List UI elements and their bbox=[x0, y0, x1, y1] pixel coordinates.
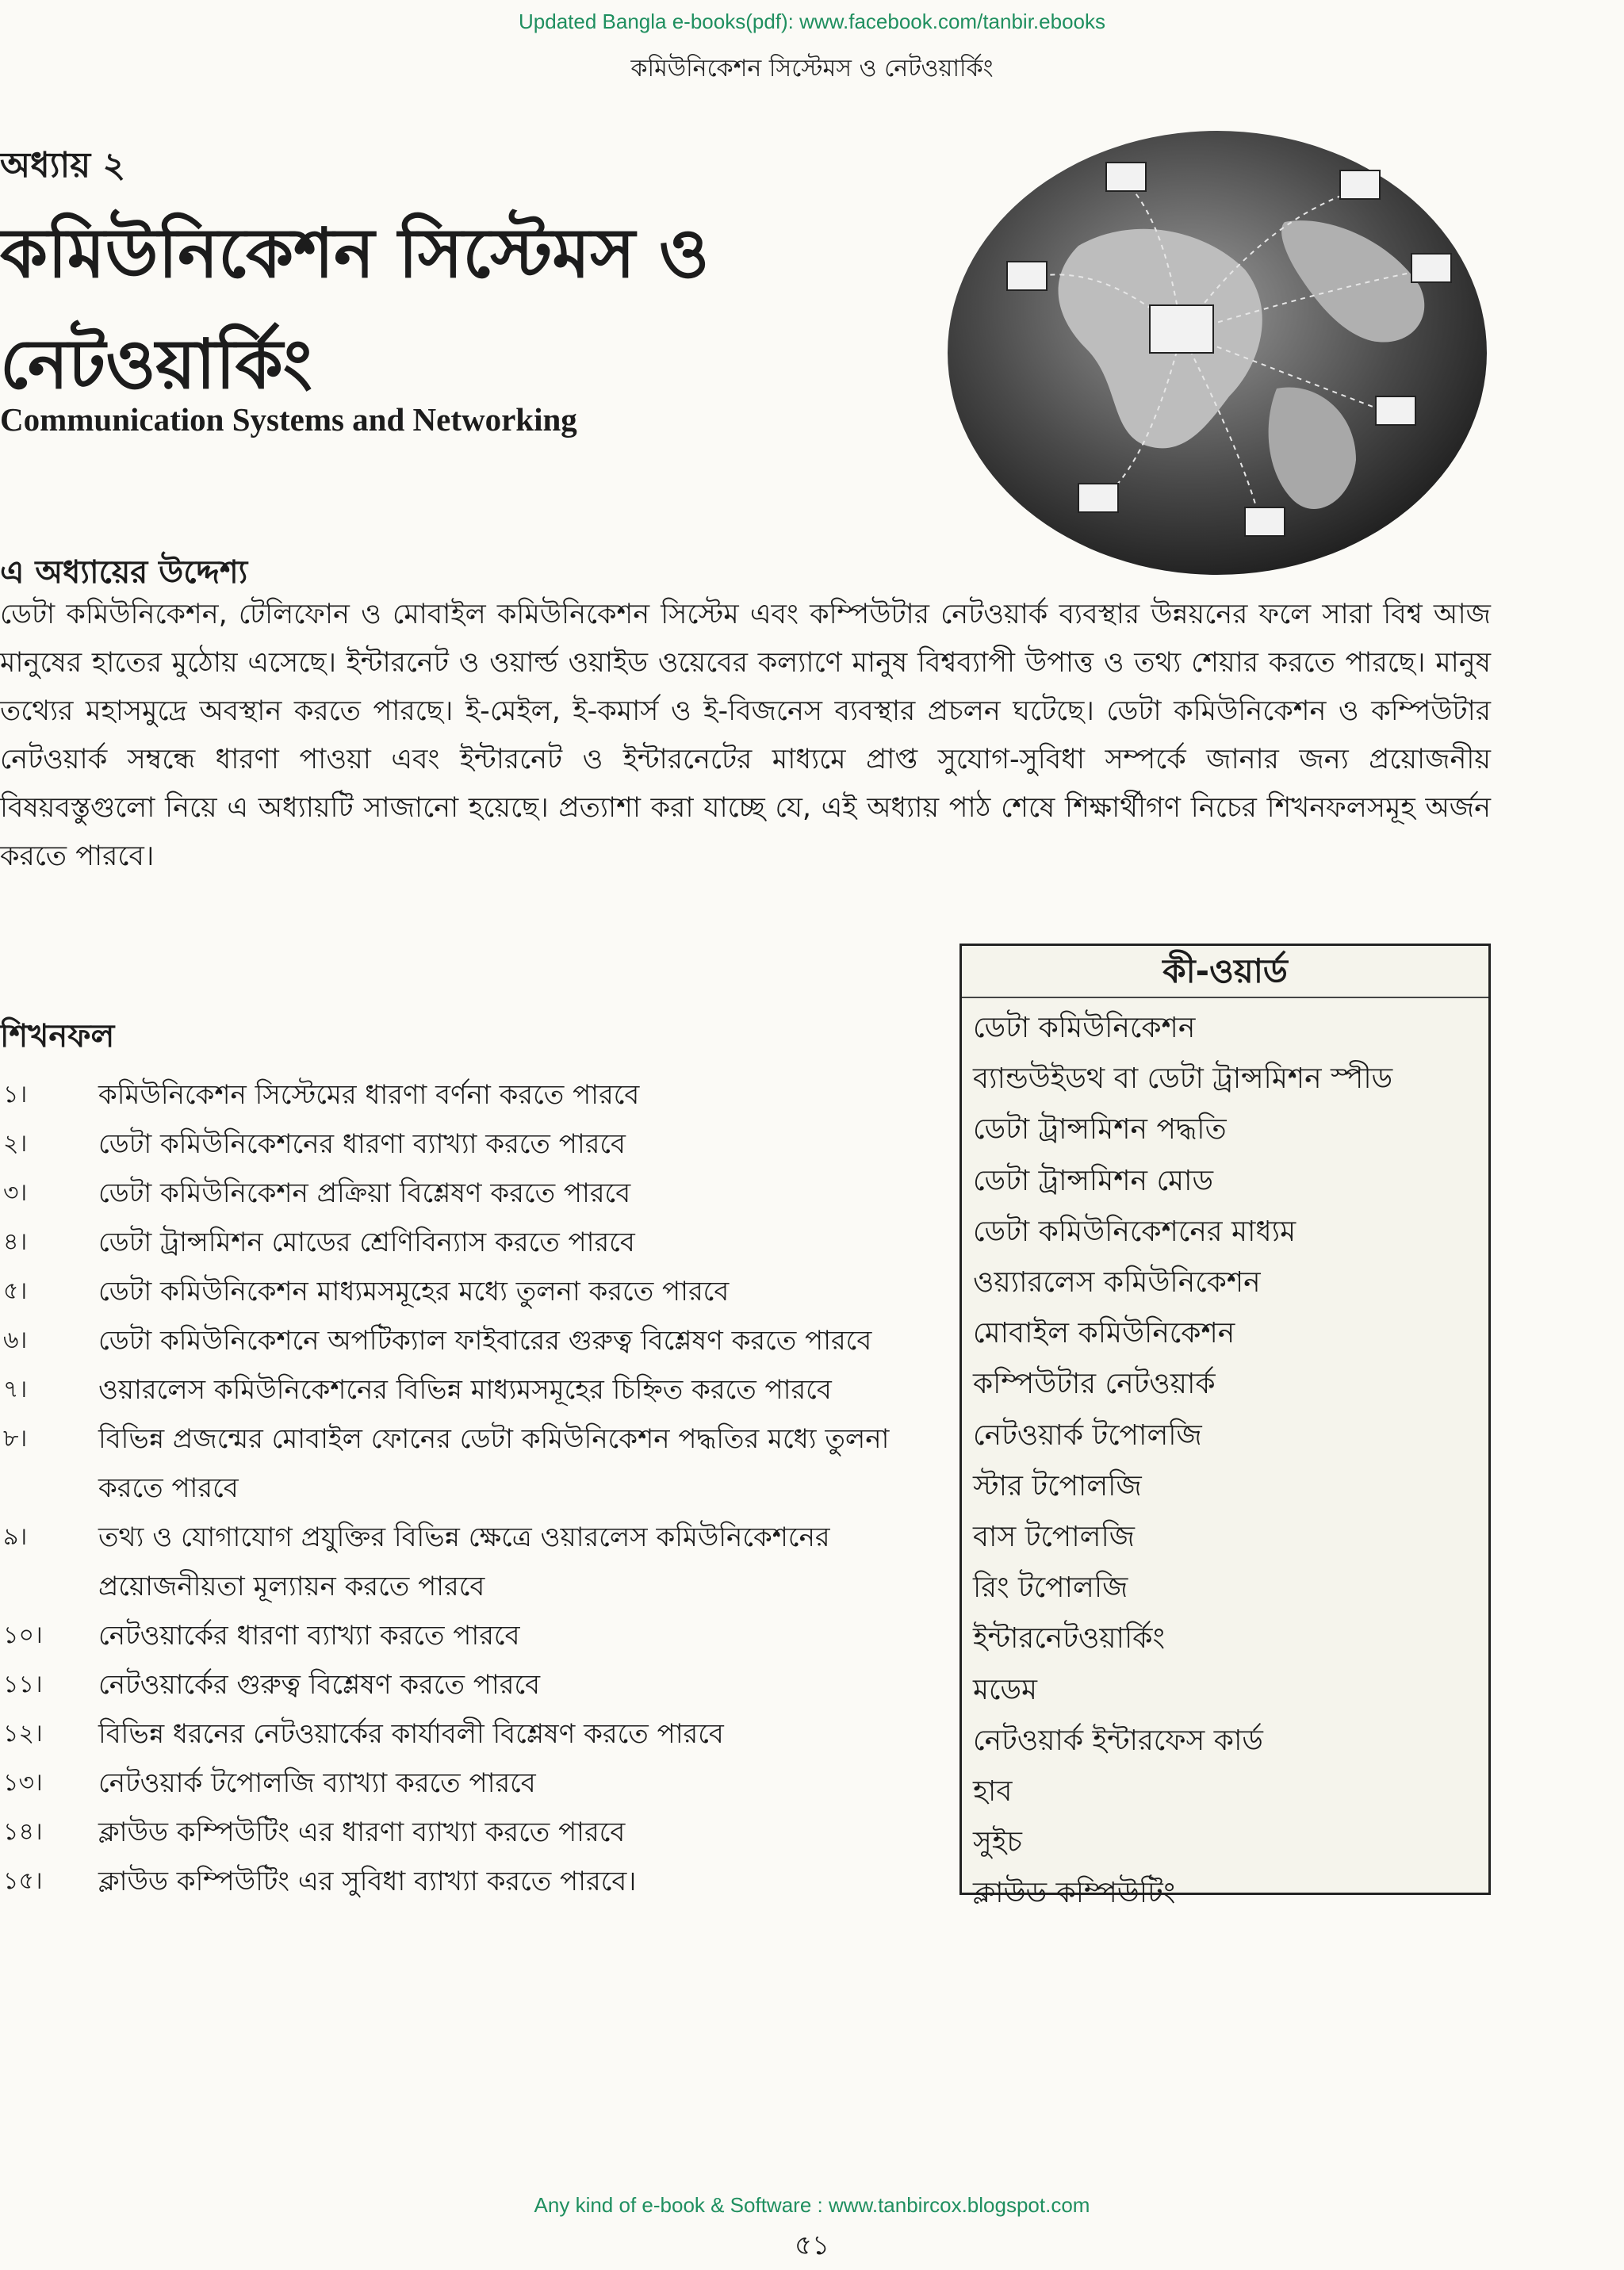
outcome-text: বিভিন্ন ধরনের নেটওয়ার্কের কার্যাবলী বিশ্লেষণ করতে পারবে bbox=[98, 1718, 724, 1750]
chapter-title: কমিউনিকেশন সিস্টেমস ও নেটওয়ার্কিং bbox=[0, 214, 710, 404]
outcome-number: ১১। bbox=[3, 1671, 43, 1698]
outcome-number: ৯। bbox=[3, 1523, 28, 1551]
outcome-text: বিভিন্ন প্রজন্মের মোবাইল ফোনের ডেটা কমিউনিকেশন পদ্ধতির মধ্যে তুলনা করতে পারবে bbox=[98, 1423, 890, 1504]
keyword-item: ডেটা ট্রান্সমিশন মোড bbox=[973, 1164, 1213, 1197]
list-item bbox=[0, 1611, 952, 1660]
list-item bbox=[0, 1759, 952, 1808]
keyword-item: হাব bbox=[973, 1775, 1013, 1809]
list-item bbox=[0, 1267, 952, 1316]
outcome-number: ১। bbox=[3, 1081, 28, 1108]
list-item bbox=[0, 1414, 952, 1513]
outcome-text: নেটওয়ার্ক টপোলজি ব্যাখ্যা করতে পারবে bbox=[98, 1767, 536, 1799]
chapter-subtitle: Communication Systems and Networking bbox=[0, 401, 577, 438]
outcome-text: ডেটা কমিউনিকেশন মাধ্যমসমূহের মধ্যে তুলনা করতে পারবে bbox=[98, 1276, 730, 1307]
keyword-item: স্টার টপোলজি bbox=[973, 1469, 1142, 1502]
outcome-text: ডেটা ট্রান্সমিশন মোডের শ্রেণিবিন্যাস করতে পারবে bbox=[98, 1227, 635, 1258]
outcome-number: ১৫। bbox=[3, 1867, 43, 1895]
keyword-item: ক্লাউড কম্পিউটিং bbox=[973, 1877, 1176, 1910]
outcome-text: কমিউনিকেশন সিস্টেমের ধারণা বর্ণনা করতে পারবে bbox=[98, 1079, 640, 1111]
list-item bbox=[0, 1857, 952, 1906]
outcomes-heading: শিখনফল bbox=[0, 1018, 115, 1055]
outcome-text: নেটওয়ার্কের ধারণা ব্যাখ্যা করতে পারবে bbox=[98, 1620, 520, 1652]
running-head: কমিউনিকেশন সিস্টেমস ও নেটওয়ার্কিং bbox=[630, 55, 994, 82]
keyword-box bbox=[959, 944, 1491, 1910]
outcome-text: ডেটা কমিউনিকেশনের ধারণা ব্যাখ্যা করতে পারবে bbox=[98, 1128, 626, 1160]
keyword-item: ব্যান্ডউইডথ বা ডেটা ট্রান্সমিশন স্পীড bbox=[973, 1062, 1393, 1096]
keyword-item: নেটওয়ার্ক ইন্টারফেস কার্ড bbox=[973, 1724, 1263, 1757]
outcome-number: ১৪। bbox=[3, 1818, 43, 1846]
top-watermark: Updated Bangla e-books(pdf): www.facebook.com/tanbir.ebooks bbox=[519, 10, 1105, 33]
outcome-number: ২। bbox=[3, 1130, 28, 1158]
keyword-item: সুইচ bbox=[973, 1826, 1022, 1859]
list-item bbox=[0, 1316, 952, 1365]
list-item bbox=[0, 1365, 952, 1414]
list-item bbox=[0, 1709, 952, 1759]
outcome-number: ৮। bbox=[3, 1425, 28, 1453]
outcome-text: তথ্য ও যোগাযোগ প্রযুক্তির বিভিন্ন ক্ষেত্রে ওয়ারলেস কমিউনিকেশনের প্রয়োজনীয়তা মূল্যায়ন করতে পারবে bbox=[98, 1522, 830, 1602]
networked-globe-illustration bbox=[944, 127, 1491, 579]
keyword-item: বাস টপোলজি bbox=[973, 1521, 1135, 1554]
keyword-item: রিং টপোলজি bbox=[973, 1571, 1128, 1605]
list-item bbox=[0, 1218, 952, 1267]
list-item bbox=[0, 1808, 952, 1857]
outcome-text: ওয়ারলেস কমিউনিকেশনের বিভিন্ন মাধ্যমসমূহের চিহ্নিত করতে পারবে bbox=[98, 1374, 832, 1406]
page-number: ৫১ bbox=[794, 2230, 830, 2261]
list-item bbox=[0, 1660, 952, 1709]
outcome-text: নেটওয়ার্কের গুরুত্ব বিশ্লেষণ করতে পারবে bbox=[98, 1669, 541, 1701]
outcome-number: ৬। bbox=[3, 1326, 28, 1354]
list-item bbox=[0, 1070, 952, 1120]
outcome-number: ৫। bbox=[3, 1277, 28, 1305]
keyword-item: ডেটা কমিউনিকেশন bbox=[973, 1012, 1196, 1044]
outcome-number: ৪। bbox=[3, 1228, 28, 1256]
keyword-item: মোবাইল কমিউনিকেশন bbox=[973, 1317, 1235, 1350]
outcome-number: ৩। bbox=[3, 1179, 28, 1207]
keyword-item: ডেটা কমিউনিকেশনের মাধ্যম bbox=[973, 1215, 1297, 1248]
keyword-item: ইন্টারনেটওয়ার্কিং bbox=[973, 1622, 1165, 1656]
list-item bbox=[0, 1169, 952, 1218]
keyword-item: ডেটা ট্রান্সমিশন পদ্ধতি bbox=[973, 1113, 1227, 1146]
objective-heading: এ অধ্যায়ের উদ্দেশ্য bbox=[0, 554, 248, 591]
list-item bbox=[0, 1120, 952, 1169]
keyword-item: কম্পিউটার নেটওয়ার্ক bbox=[973, 1368, 1216, 1401]
outcome-text: ক্লাউড কম্পিউটিং এর সুবিধা ব্যাখ্যা করতে পারবে। bbox=[98, 1866, 637, 1897]
outcome-number: ১২। bbox=[3, 1720, 43, 1747]
outcomes-list bbox=[0, 1070, 952, 1906]
objective-paragraph: ডেটা কমিউনিকেশন, টেলিফোন ও মোবাইল কমিউনিকেশন সিস্টেম এবং কম্পিউটার নেটওয়ার্ক ব্যবস্থার উন্নয়নের ফলে সারা বিশ্ব আজ মানুষের হাতের মুঠোয় এসেছে। ইন্টারনেট ও ওয়ার্ল্ড ওয়াইড ওয়েবের কল্যাণে মানুষ বিশ্বব্যাপী উপাত্ত ও তথ্য শেয়ার করতে পারছে। মানুষ তথ্যের মহাসমুদ্রে অবস্থান করতে পারছে। ই-মেইল, ই-কমার্স ও ই-বিজনেস ব্যবস্থার প্রচলন ঘটেছে। ডেটা কমিউনিকেশন ও কম্পিউটার নেটওয়ার্ক সম্বন্ধে ধারণা পাওয়া এবং ইন্টারনেট ও ইন্টারনেটের মাধ্যমে প্রাপ্ত সুযোগ-সুবিধা সম্পর্কে জানার জন্য প্রয়োজনীয় বিষয়বস্তুগুলো নিয়ে এ অধ্যায়টি সাজানো হয়েছে। প্রত্যাশা করা যাচ্ছে যে, এই অধ্যায় পাঠ শেষে শিক্ষার্থীগণ নিচের শিখনফলসমূহ অর্জন করতে পারবে। bbox=[0, 599, 1491, 872]
outcome-number: ৭। bbox=[3, 1376, 28, 1403]
chapter-label: অধ্যায় ২ bbox=[0, 145, 126, 186]
list-item bbox=[0, 1513, 952, 1611]
outcome-text: ডেটা কমিউনিকেশন প্রক্রিয়া বিশ্লেষণ করতে পারবে bbox=[98, 1177, 631, 1209]
keyword-list bbox=[962, 998, 1488, 1920]
bottom-watermark: Any kind of e-book & Software : www.tanbircox.blogspot.com bbox=[534, 2193, 1090, 2217]
keyword-item: ওয়্যারলেস কমিউনিকেশন bbox=[973, 1266, 1261, 1300]
keyword-item: মডেম bbox=[973, 1673, 1037, 1706]
outcome-text: ডেটা কমিউনিকেশনে অপটিক্যাল ফাইবারের গুরুত্ব বিশ্লেষণ করতে পারবে bbox=[98, 1325, 872, 1357]
keyword-item: নেটওয়ার্ক টপোলজি bbox=[973, 1418, 1202, 1452]
outcome-text: ক্লাউড কম্পিউটিং এর ধারণা ব্যাখ্যা করতে পারবে bbox=[98, 1816, 626, 1848]
outcome-number: ১৩। bbox=[3, 1769, 43, 1797]
keyword-box-title: কী-ওয়ার্ড bbox=[962, 946, 1488, 998]
outcome-number: ১০। bbox=[3, 1621, 43, 1649]
